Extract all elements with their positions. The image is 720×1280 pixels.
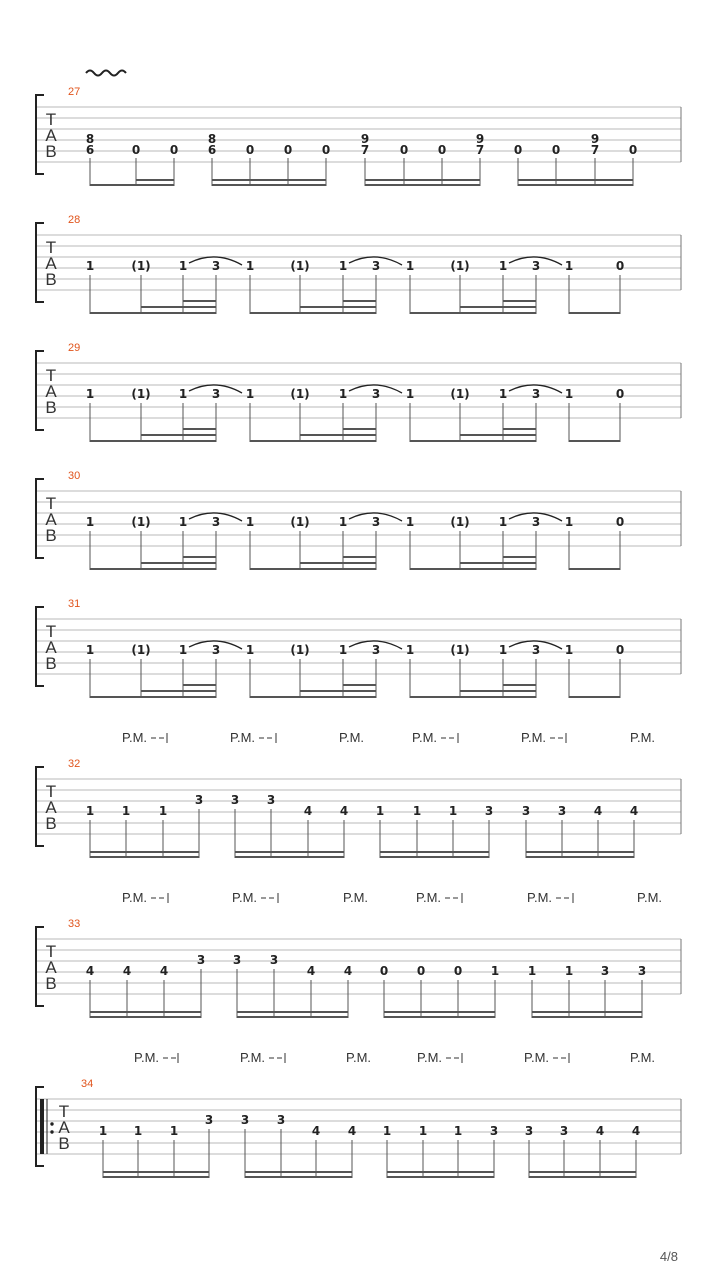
fret-number: 1 <box>564 964 574 978</box>
fret-number: 1 <box>375 804 385 818</box>
palm-mute-label: P.M. <box>524 1050 550 1065</box>
fret-number: 1 <box>85 643 95 657</box>
repeat-dot <box>50 1122 53 1125</box>
beam <box>410 568 536 570</box>
tab-clef-letter: T <box>45 238 57 257</box>
fret-number: (1) <box>290 643 310 657</box>
tab-clef-letter: T <box>45 622 57 641</box>
beam <box>343 300 376 302</box>
beam <box>103 1176 209 1178</box>
beam <box>343 556 376 558</box>
fret-number: 1 <box>178 515 188 529</box>
fret-number: 0 <box>245 143 255 157</box>
beam <box>380 851 489 853</box>
beam <box>250 568 376 570</box>
beam <box>526 851 634 853</box>
measure-number: 33 <box>68 918 81 930</box>
fret-number: 1 <box>498 387 508 401</box>
tab-clef-letter: B <box>45 398 57 417</box>
beam <box>90 1011 201 1013</box>
fret-number: 0 <box>453 964 463 978</box>
fret-number: (1) <box>290 387 310 401</box>
fret-number: 1 <box>338 259 348 273</box>
beam <box>300 306 376 308</box>
fret-number: 3 <box>557 804 567 818</box>
fret-number: 9 <box>590 132 600 146</box>
fret-number: 1 <box>405 643 415 657</box>
fret-number: 3 <box>524 1124 534 1138</box>
beam <box>245 1171 352 1173</box>
fret-number: 0 <box>399 143 409 157</box>
fret-number: 0 <box>283 143 293 157</box>
beam <box>237 1016 348 1018</box>
repeat-thick-bar <box>40 1099 44 1154</box>
measure-number: 29 <box>68 342 81 354</box>
fret-number: 3 <box>531 387 541 401</box>
fret-number: 4 <box>631 1124 641 1138</box>
beam <box>300 562 376 564</box>
beam <box>387 1176 494 1178</box>
fret-number: 1 <box>158 804 168 818</box>
fret-number: 1 <box>453 1124 463 1138</box>
beam <box>250 696 376 698</box>
measure-number: 31 <box>68 598 81 610</box>
fret-number: 1 <box>178 643 188 657</box>
tab-clef-letter: A <box>45 638 57 657</box>
beam <box>343 684 376 686</box>
fret-number: 3 <box>371 387 381 401</box>
fret-number: 3 <box>196 953 206 967</box>
fret-number: 1 <box>245 643 255 657</box>
fret-number: 4 <box>311 1124 321 1138</box>
beam <box>90 696 216 698</box>
fret-number: 3 <box>232 953 242 967</box>
palm-mute-label: P.M. <box>346 1050 372 1065</box>
fret-number: 3 <box>211 515 221 529</box>
tab-clef-letter: T <box>45 782 57 801</box>
fret-number: 0 <box>416 964 426 978</box>
fret-number: 1 <box>85 387 95 401</box>
fret-number: 8 <box>207 132 217 146</box>
beam <box>532 1016 642 1018</box>
beam <box>183 556 216 558</box>
palm-mute-label: P.M. <box>416 890 442 905</box>
fret-number: 4 <box>629 804 639 818</box>
tab-clef-letter: T <box>45 942 57 961</box>
fret-number: 1 <box>405 387 415 401</box>
fret-number: 1 <box>412 804 422 818</box>
fret-number: 1 <box>382 1124 392 1138</box>
beam <box>183 428 216 430</box>
beam <box>90 440 216 442</box>
fret-number: 3 <box>371 643 381 657</box>
fret-number: 1 <box>448 804 458 818</box>
fret-number: 1 <box>133 1124 143 1138</box>
fret-number: 9 <box>360 132 370 146</box>
beam <box>365 179 480 181</box>
fret-number: 4 <box>347 1124 357 1138</box>
tab-clef-letter: A <box>58 1118 70 1137</box>
palm-mute-label: P.M. <box>122 890 148 905</box>
measure-number: 27 <box>68 86 81 98</box>
fret-number: 3 <box>194 793 204 807</box>
fret-number: 3 <box>371 259 381 273</box>
tab-clef-letter: B <box>45 526 57 545</box>
fret-number: 3 <box>204 1113 214 1127</box>
fret-number: 0 <box>628 143 638 157</box>
fret-number: 3 <box>531 643 541 657</box>
fret-number: 0 <box>169 143 179 157</box>
beam <box>460 306 536 308</box>
fret-number: 0 <box>321 143 331 157</box>
fret-number: 3 <box>531 515 541 529</box>
beam <box>343 428 376 430</box>
palm-mute-label: P.M. <box>630 1050 656 1065</box>
fret-number: 4 <box>85 964 95 978</box>
fret-number: 3 <box>276 1113 286 1127</box>
beam <box>235 856 344 858</box>
fret-number: 1 <box>85 804 95 818</box>
fret-number: 1 <box>498 515 508 529</box>
beam <box>410 696 536 698</box>
fret-number: 1 <box>498 643 508 657</box>
beam <box>518 184 633 186</box>
fret-number: 0 <box>437 143 447 157</box>
beam <box>183 684 216 686</box>
tab-clef-letter: T <box>45 366 57 385</box>
fret-number: (1) <box>450 259 470 273</box>
beam <box>90 184 174 186</box>
tab-clef-letter: A <box>45 510 57 529</box>
beam <box>529 1171 636 1173</box>
fret-number: 1 <box>85 259 95 273</box>
fret-number: (1) <box>131 515 151 529</box>
beam <box>90 851 199 853</box>
beam <box>212 184 326 186</box>
fret-number: 4 <box>303 804 313 818</box>
fret-number: 1 <box>178 387 188 401</box>
fret-number: 0 <box>551 143 561 157</box>
fret-number: 4 <box>593 804 603 818</box>
fret-number: 3 <box>211 643 221 657</box>
beam <box>141 306 216 308</box>
tab-clef-letter: T <box>45 494 57 513</box>
beam <box>141 562 216 564</box>
palm-mute-label: P.M. <box>527 890 553 905</box>
fret-number: 3 <box>484 804 494 818</box>
fret-number: 7 <box>475 143 485 157</box>
fret-number: 9 <box>475 132 485 146</box>
tab-clef-letter: B <box>45 974 57 993</box>
palm-mute-label: P.M. <box>134 1050 160 1065</box>
fret-number: 0 <box>615 643 625 657</box>
fret-number: 1 <box>169 1124 179 1138</box>
repeat-dot <box>50 1130 53 1133</box>
tab-clef-letter: B <box>45 270 57 289</box>
palm-mute-label: P.M. <box>630 730 656 745</box>
beam <box>526 856 634 858</box>
fret-number: 3 <box>269 953 279 967</box>
fret-number: 4 <box>122 964 132 978</box>
fret-number: 1 <box>498 259 508 273</box>
palm-mute-label: P.M. <box>230 730 256 745</box>
beam <box>569 312 620 314</box>
beam <box>529 1176 636 1178</box>
beam <box>532 1011 642 1013</box>
fret-number: 1 <box>564 387 574 401</box>
tab-clef-letter: T <box>58 1102 70 1121</box>
fret-number: 0 <box>615 259 625 273</box>
tab-clef-letter: B <box>45 654 57 673</box>
fret-number: 3 <box>240 1113 250 1127</box>
beam <box>460 690 536 692</box>
beam <box>503 428 536 430</box>
fret-number: 0 <box>615 515 625 529</box>
fret-number: (1) <box>131 259 151 273</box>
beam <box>410 440 536 442</box>
measure-number: 34 <box>81 1078 94 1090</box>
fret-number: 4 <box>306 964 316 978</box>
fret-number: 1 <box>98 1124 108 1138</box>
beam <box>237 1011 348 1013</box>
beam <box>503 300 536 302</box>
fret-number: 3 <box>531 259 541 273</box>
beam <box>90 1016 201 1018</box>
fret-number: 1 <box>245 259 255 273</box>
fret-number: 0 <box>131 143 141 157</box>
fret-number: 1 <box>405 259 415 273</box>
tab-clef-letter: A <box>45 958 57 977</box>
fret-number: 7 <box>590 143 600 157</box>
beam <box>410 312 536 314</box>
fret-number: (1) <box>290 259 310 273</box>
fret-number: 8 <box>85 132 95 146</box>
fret-number: 3 <box>211 259 221 273</box>
fret-number: 1 <box>245 387 255 401</box>
fret-number: 4 <box>343 964 353 978</box>
beam <box>380 856 489 858</box>
fret-number: (1) <box>290 515 310 529</box>
beam <box>300 434 376 436</box>
beam <box>460 562 536 564</box>
beam <box>141 434 216 436</box>
beam <box>387 1171 494 1173</box>
beam <box>136 179 174 181</box>
fret-number: 3 <box>600 964 610 978</box>
beam <box>503 684 536 686</box>
fret-number: (1) <box>450 387 470 401</box>
fret-number: 0 <box>615 387 625 401</box>
beam <box>141 690 216 692</box>
fret-number: (1) <box>450 643 470 657</box>
beam <box>250 312 376 314</box>
palm-mute-label: P.M. <box>122 730 148 745</box>
beam <box>103 1171 209 1173</box>
fret-number: (1) <box>131 387 151 401</box>
beam <box>245 1176 352 1178</box>
palm-mute-label: P.M. <box>412 730 438 745</box>
fret-number: 4 <box>595 1124 605 1138</box>
fret-number: 3 <box>211 387 221 401</box>
vibrato-marking <box>86 71 126 76</box>
tab-clef-letter: A <box>45 126 57 145</box>
tab-clef-letter: B <box>45 814 57 833</box>
palm-mute-label: P.M. <box>232 890 258 905</box>
palm-mute-label: P.M. <box>637 890 663 905</box>
measure-number: 32 <box>68 758 81 770</box>
beam <box>569 440 620 442</box>
tab-clef-letter: B <box>58 1134 70 1153</box>
fret-number: 1 <box>338 515 348 529</box>
beam <box>183 300 216 302</box>
fret-number: 1 <box>405 515 415 529</box>
fret-number: 3 <box>371 515 381 529</box>
page-number: 4/8 <box>659 1249 678 1264</box>
fret-number: 3 <box>230 793 240 807</box>
measure-number: 30 <box>68 470 81 482</box>
fret-number: 6 <box>207 143 217 157</box>
fret-number: 1 <box>338 387 348 401</box>
fret-number: 1 <box>564 643 574 657</box>
beam <box>518 179 633 181</box>
beam <box>384 1011 495 1013</box>
beam <box>90 856 199 858</box>
beam <box>569 568 620 570</box>
fret-number: 3 <box>266 793 276 807</box>
fret-number: 1 <box>564 515 574 529</box>
fret-number: (1) <box>450 515 470 529</box>
fret-number: 3 <box>559 1124 569 1138</box>
fret-number: 6 <box>85 143 95 157</box>
beam <box>90 568 216 570</box>
beam <box>365 184 480 186</box>
fret-number: 1 <box>418 1124 428 1138</box>
tab-clef-letter: A <box>45 798 57 817</box>
fret-number: 1 <box>245 515 255 529</box>
palm-mute-label: P.M. <box>343 890 369 905</box>
beam <box>300 690 376 692</box>
fret-number: 4 <box>159 964 169 978</box>
measure-number: 28 <box>68 214 81 226</box>
fret-number: 1 <box>490 964 500 978</box>
palm-mute-label: P.M. <box>521 730 547 745</box>
fret-number: 7 <box>360 143 370 157</box>
fret-number: (1) <box>131 643 151 657</box>
beam <box>235 851 344 853</box>
fret-number: 0 <box>379 964 389 978</box>
tab-clef-letter: B <box>45 142 57 161</box>
palm-mute-label: P.M. <box>339 730 365 745</box>
fret-number: 1 <box>338 643 348 657</box>
fret-number: 3 <box>521 804 531 818</box>
fret-number: 1 <box>178 259 188 273</box>
beam <box>250 440 376 442</box>
beam <box>384 1016 495 1018</box>
beam <box>569 696 620 698</box>
tab-clef-letter: T <box>45 110 57 129</box>
palm-mute-label: P.M. <box>240 1050 266 1065</box>
tab-clef-letter: A <box>45 254 57 273</box>
fret-number: 1 <box>527 964 537 978</box>
beam <box>90 312 216 314</box>
tab-clef-letter: A <box>45 382 57 401</box>
beam <box>503 556 536 558</box>
fret-number: 1 <box>121 804 131 818</box>
fret-number: 3 <box>637 964 647 978</box>
fret-number: 4 <box>339 804 349 818</box>
beam <box>212 179 326 181</box>
fret-number: 1 <box>85 515 95 529</box>
beam <box>460 434 536 436</box>
palm-mute-label: P.M. <box>417 1050 443 1065</box>
fret-number: 0 <box>513 143 523 157</box>
fret-number: 3 <box>489 1124 499 1138</box>
fret-number: 1 <box>564 259 574 273</box>
